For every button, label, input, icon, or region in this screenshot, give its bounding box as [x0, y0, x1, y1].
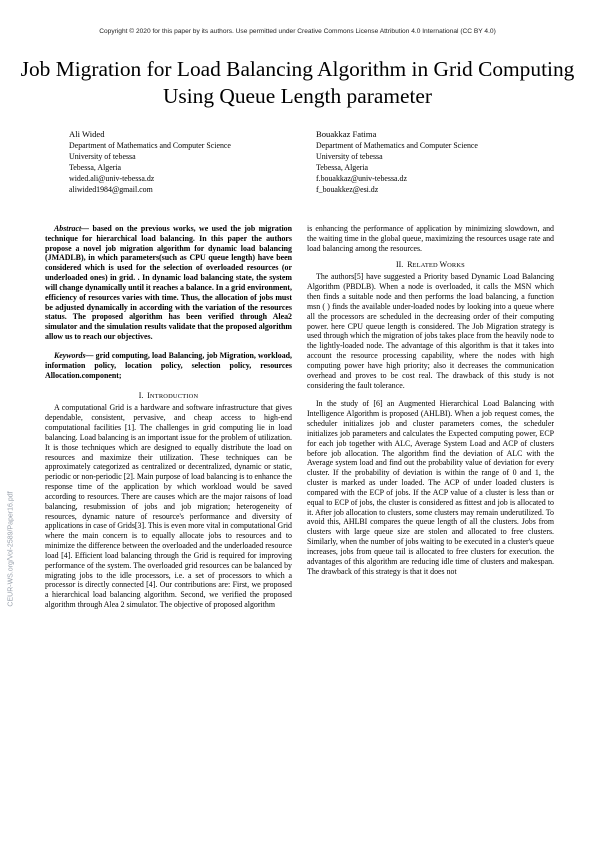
author-university: University of tebessa	[69, 151, 136, 161]
intro-continuation: is enhancing the performance of application by minimizing slowdown, and the waiting time in the global queue, maximizing the resources usage rate and load balancing among the resources.	[307, 224, 554, 253]
intro-paragraph: A computational Grid is a hardware and software infrastructure that gives dependable, consistent, pervasive, and cheap access to high-end computational facilities [1]. The challenges in grid computing lie in load balancing. Load balancing is an important issue for the problem of utilization. It is those techniques which are designed to equally distribute the load on resources and maximize their utilization. These techniques can be approximately categorized as centralized or decentralized, dynamic or static, periodic or non-periodic [2]. Main purpose of load balancing is to enhance the response time of the application by which workload would be saved according to resources. There are causes which are the major raisons of load balancing, resubmission of jobs and job migration; heterogeneity of resources, dynamic nature of resource's performance and diversity of applications in case of Grids[3]. This is even more vital in computational Grid where the main concern is to equally allocate jobs to resources and to minimize the difference between the overloaded and the underloaded resource load [4]. Efficient load balancing through the Grid is required for improving performance of the system. The overloaded grid resources can be balanced by migrating jobs to the idle processors, i.e. a set of processors to which a processor is directly connected [4]. Our contributions are: First, we proposed a hierarchical load balancing algorithm. Second, we verified the proposed algorithm through Alea 2 simulator. The objective of proposed algorithm	[45, 403, 292, 609]
left-column	[45, 224, 292, 610]
author-name: Bouakkaz Fatima	[316, 129, 377, 139]
abstract-label: Abstract—	[54, 224, 90, 233]
author-email: f_bouakkez@esi.dz	[316, 184, 379, 194]
author-name: Ali Wided	[69, 129, 105, 139]
paper-title: Job Migration for Load Balancing Algorithm in Grid Computing Using Queue Length parameter	[20, 57, 575, 108]
section-heading-related-works: II. RELATED WORKS	[396, 260, 465, 270]
section-heading-introduction: I. INTRODUCTION	[138, 391, 199, 401]
right-column	[307, 224, 554, 576]
abstract	[45, 224, 292, 342]
author-department: Department of Mathematics and Computer Science	[69, 141, 231, 150]
related-paragraph: The authors[5] have suggested a Priority based Dynamic Load Balancing Algorithm (PBDLB). When a node is overloaded, it calls the MSN which then finds a suitable node and then performs the load balancing, a function msn ( ) finds the available under-loaded nodes by looking into a queue where all the processors are scheduled in the decreasing order of their computing power. here CPU queue length is considered. The Job Migration strategy is used through which the migration of jobs takes place from the heavily node to the lightly-loaded node. The advantage of this algorithm is that it takes into account the resource processing capability, where the nodes with high computing power have high priority; also it decreases the communication overhead and proves to be cost real. The drawback of this study is not considering the fault tolerance.	[307, 272, 554, 390]
author-block-2	[316, 128, 478, 196]
author-location: Tebessa, Algeria	[316, 162, 369, 172]
author-university: University of tebessa	[316, 151, 383, 161]
author-email: f.bouakkaz@univ-tebessa.dz	[316, 173, 407, 183]
keywords-label: Keywords—	[54, 350, 94, 360]
abstract-text: based on the previous works, we used the job migration technique for hierarchical load balancing. In this paper the authors propose a novel job migration algorithm for dynamic load balancing (JMADLB), in which parameters(such as CPU queue length) have been considered which is used for the selection of overloaded resources (or underloaded ones) in grid. . In dynamic load balancing state, the system will change dynamically until it reaches a balance. In a grid environment, efficiency of resources varies with time. Thus, the allocation of jobs must be adjusted dynamically in according with the variation of the resources status. The proposed algorithm has been verified through Alea2 simulator and the simulation results validate that the proposed algorithm allow us to reach our objectives.	[45, 224, 292, 342]
author-location: Tebessa, Algeria	[69, 162, 122, 172]
author-department: Department of Mathematics and Computer Science	[316, 141, 478, 150]
author-block-1	[69, 128, 231, 196]
copyright-notice: Copyright © 2020 for this paper by its authors. Use permitted under Creative Commons License Attribution 4.0 International (CC BY 4.0)	[99, 28, 496, 35]
sidebar-text: CEUR-WS.org/Vol-2589/Paper16.pdf	[7, 491, 15, 607]
author-email: wided.ali@univ-tebessa.dz	[69, 173, 155, 183]
related-paragraph: In the study of [6] an Augmented Hierarchical Load Balancing with Intelligence Algorithm is proposed (AHLBI). When a job request comes, the scheduler initializes job and cluster parameters comes, the scheduler initializes job parameters and calculates the Expected computing power, ECP for each job together with ALC, Average System Load and ACP of clusters before job allocation. The algorithm find the deviation of ALC with the Average system load and find out the probability value of deviation for every cluster. If the probability of deviation is within the range of 0 and 1, the cluster is marked as under loaded. The ACP of under loaded clusters is compared with the ECP of jobs. If the ACP value of a cluster is less than or equal to ECP of jobs, the cluster is considered as fittest and job is allocated to it. After job allocation to clusters, some clusters may remain underutilized. To avoid this, AHLBI compares the queue length of all the clusters. Jobs from clusters with large queue size are stolen and allocated to free clusters. Similarly, when the number of jobs waiting to be executed in a cluster's queue increases, jobs from queue tail is allocated to free clusters for execution. the advantages of this algorithm are reducing idle time of clusters and makespan. The drawback of this strategy is that it does not	[307, 399, 554, 576]
keywords-text: grid computing, load Balancing, job Migration, workload, information policy, location policy, selection policy, resources Allocation.component;	[45, 350, 292, 380]
ceur-sidebar-link[interactable]	[4, 434, 18, 664]
keywords	[45, 351, 292, 380]
author-email: aliwided1984@gmail.com	[69, 184, 153, 194]
